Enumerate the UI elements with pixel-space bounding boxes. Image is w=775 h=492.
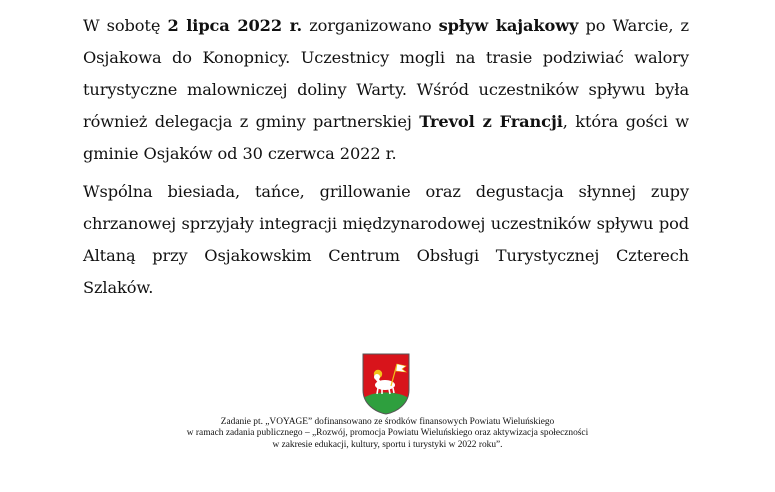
p1-date: 2 lipca 2022 r. [167, 16, 303, 35]
p1-text-2: zorganizowano [302, 16, 439, 35]
footer-line-1: Zadanie pt. „VOYAGE” dofinansowano ze środków finansowych Powiatu Wieluńskiego [220, 417, 555, 427]
funding-footer [0, 417, 775, 451]
coat-of-arms-graphic [361, 352, 411, 416]
p1-text-3: po Warcie, z Osjakowa do Konopnicy. Uczestnicy mogli na trasie podziwiać walory turystyczne malowniczej doliny Warty. Wśród uczestników spływu była również delegacja z gminy partnerskiej [83, 16, 689, 131]
footer-line-3: w zakresie edukacji, kultury, sportu i turystyki w 2022 roku”. [272, 439, 503, 450]
coat-of-arms-icon [361, 352, 411, 416]
footer-line-2: w ramach zadania publicznego – „Rozwój, promocja Powiatu Wieluńskiego oraz aktywizacja społeczności [186, 428, 589, 439]
article-body [83, 10, 689, 304]
p1-partner-town: Trevol z Francji [419, 112, 563, 131]
p1-text-1: W sobotę [83, 16, 168, 35]
paragraph-feast: Wspólna biesiada, tańce, grillowanie oraz degustacja słynnej zupy chrzanowej sprzyjały integracji międzynarodowej uczestników spływu pod Altaną przy Osjakowskim Centrum Obsługi Turystycznej Czterech Szlaków. [83, 182, 689, 297]
paragraph-kayak-trip [83, 10, 689, 170]
p1-text-4: , która gości w gminie Osjaków od 30 czerwca 2022 r. [83, 112, 689, 163]
p1-event-name: spływ kajakowy [438, 16, 579, 35]
